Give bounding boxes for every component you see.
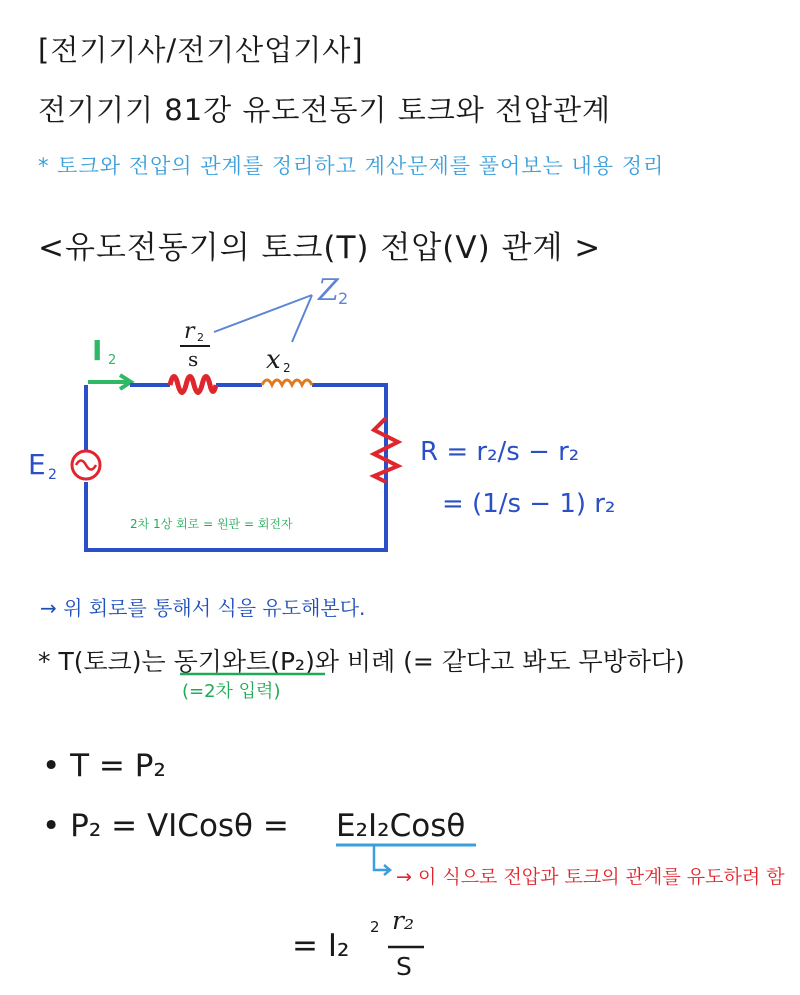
z-sub: 2: [338, 289, 349, 308]
z-pointer-line-1: [214, 295, 312, 332]
r-num-label: r: [184, 319, 195, 344]
torque-statement: * T(토크)는 동기와트(P₂)와 비례 (= 같다고 봐도 무방하다): [38, 647, 685, 676]
current-sub: 2: [108, 353, 117, 368]
equation-power-right: E₂I₂Cosθ: [336, 808, 466, 844]
equation-final-prefix: = I₂: [292, 928, 350, 964]
equation-torque: • T = P₂: [42, 748, 166, 784]
loop-label: 2차 1상 회로 = 원판 = 회전자: [130, 517, 293, 531]
source-label: E: [28, 448, 46, 481]
category-title: [전기기사/전기산업기사]: [38, 33, 364, 67]
derivation-goal-note: → 이 식으로 전압과 토크의 관계를 유도하려 함: [396, 866, 785, 888]
equation-final-num: r₂: [392, 906, 414, 935]
source-sub: 2: [48, 467, 57, 483]
z-label: Z: [318, 273, 339, 308]
r-equation-line-2: = (1/s − 1) r₂: [442, 489, 616, 519]
ac-wave-icon: [76, 461, 96, 470]
current-label: I: [92, 334, 103, 367]
r-num-sub: 2: [197, 331, 204, 344]
equation-final-bar: [388, 944, 428, 950]
second-input-note: (=2차 입력): [182, 681, 281, 702]
rotor-reactance: [262, 380, 312, 385]
lecture-title: 전기기기 81강 유도전동기 토크와 전압관계: [38, 93, 612, 127]
r-den-label: s: [188, 347, 199, 371]
equation-final-den: S: [396, 952, 412, 981]
section-heading: <유도전동기의 토크(T) 전압(V) 관계 >: [38, 230, 602, 266]
x-label: x: [266, 345, 281, 375]
summary-note: * 토크와 전압의 관계를 정리하고 계산문제를 풀어보는 내용 정리: [38, 154, 665, 178]
r-equation-line-1: R = r₂/s − r₂: [420, 437, 580, 467]
x-sub: 2: [283, 361, 291, 375]
derivation-note: → 위 회로를 통해서 식을 유도해본다.: [40, 596, 366, 620]
rotor-resistance: [170, 377, 216, 393]
equation-power-left: • P₂ = VICosθ =: [42, 808, 289, 844]
equation-final-power: 2: [370, 918, 380, 936]
equivalent-circuit: [0, 260, 800, 570]
